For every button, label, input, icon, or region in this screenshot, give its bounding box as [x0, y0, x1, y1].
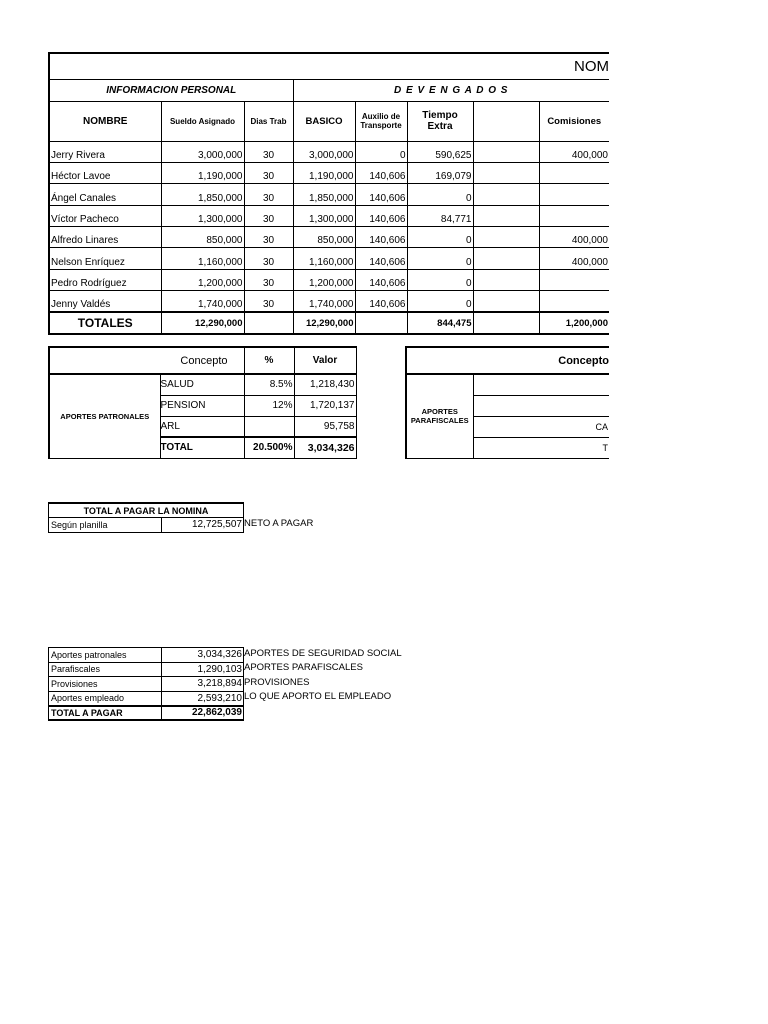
resumen-value: 1,290,103	[162, 662, 244, 677]
cell-blank	[473, 205, 539, 226]
resumen-note: APORTES DE SEGURIDAD SOCIAL	[244, 648, 402, 659]
totals-sueldo: 12,290,000	[161, 312, 244, 334]
header-comisiones: Comisiones	[539, 101, 609, 141]
parafiscales-table	[405, 346, 609, 459]
resumen-note: PROVISIONES	[244, 677, 310, 688]
aporte-pct: 8.5%	[244, 374, 294, 395]
parafiscal-cell	[473, 374, 609, 395]
planilla-value: 12,725,507	[162, 518, 244, 533]
cell-basico: 1,740,000	[293, 291, 355, 312]
cell-auxilio: 140,606	[355, 184, 407, 205]
aporte-valor: 1,720,137	[294, 395, 356, 416]
resumen-label: Aportes empleado	[49, 691, 162, 706]
cell-auxilio: 140,606	[355, 291, 407, 312]
header-pct: %	[244, 347, 294, 374]
cell-auxilio: 140,606	[355, 162, 407, 183]
cell-tiempo: 169,079	[407, 162, 473, 183]
cell-auxilio: 140,606	[355, 248, 407, 269]
total-nomina-table	[48, 502, 244, 533]
section-devengados: D E V E N G A D O S	[293, 79, 609, 101]
resumen-row	[49, 662, 244, 677]
header-tiempo: Tiempo Extra	[407, 101, 473, 141]
resumen-row	[49, 648, 244, 663]
header-dias: Dias Trab	[244, 101, 293, 141]
cell-blank	[473, 291, 539, 312]
cell-comisiones	[539, 162, 609, 183]
cell-dias: 30	[244, 227, 293, 248]
table-row	[49, 162, 609, 183]
cell-basico: 850,000	[293, 227, 355, 248]
cell-tiempo: 0	[407, 291, 473, 312]
cell-dias: 30	[244, 291, 293, 312]
totals-tiempo: 844,475	[407, 312, 473, 334]
cell-comisiones	[539, 269, 609, 290]
totals-blank	[473, 312, 539, 334]
cell-nombre: Alfredo Linares	[49, 227, 161, 248]
cell-dias: 30	[244, 248, 293, 269]
cell-nombre: Víctor Pacheco	[49, 205, 161, 226]
cell-sueldo: 1,200,000	[161, 269, 244, 290]
cell-tiempo: 0	[407, 184, 473, 205]
cell-comisiones: 400,000	[539, 227, 609, 248]
cell-auxilio: 140,606	[355, 227, 407, 248]
cell-blank	[473, 162, 539, 183]
cell-nombre: Jerry Rivera	[49, 141, 161, 162]
cell-dias: 30	[244, 269, 293, 290]
cell-tiempo: 0	[407, 227, 473, 248]
cell-comisiones	[539, 184, 609, 205]
totals-row	[49, 312, 609, 334]
header-concepto: Concepto	[406, 347, 609, 374]
cell-auxilio: 0	[355, 141, 407, 162]
cell-nombre: Pedro Rodríguez	[49, 269, 161, 290]
header-valor: Valor	[294, 347, 356, 374]
aporte-total-label: TOTAL	[160, 437, 244, 458]
cell-basico: 1,300,000	[293, 205, 355, 226]
group-label: APORTES PATRONALES	[49, 374, 160, 458]
cell-blank	[473, 184, 539, 205]
resumen-note: LO QUE APORTO EL EMPLEADO	[244, 691, 392, 702]
cell-basico: 1,160,000	[293, 248, 355, 269]
cell-blank	[473, 248, 539, 269]
aporte-valor: 95,758	[294, 416, 356, 437]
cell-tiempo: 0	[407, 269, 473, 290]
cell-blank	[473, 227, 539, 248]
cell-tiempo: 84,771	[407, 205, 473, 226]
payroll-table	[48, 52, 609, 335]
parafiscal-cell: T	[473, 437, 609, 458]
resumen-row	[49, 691, 244, 706]
table-row	[49, 248, 609, 269]
resumen-label: Aportes patronales	[49, 648, 162, 663]
sheet-title: NOM	[49, 53, 609, 79]
parafiscal-row	[406, 374, 609, 395]
cell-basico: 1,200,000	[293, 269, 355, 290]
cell-tiempo: 0	[407, 248, 473, 269]
aporte-pct: 12%	[244, 395, 294, 416]
cell-comisiones: 400,000	[539, 248, 609, 269]
resumen-label: Provisiones	[49, 677, 162, 692]
cell-sueldo: 1,300,000	[161, 205, 244, 226]
cell-sueldo: 3,000,000	[161, 141, 244, 162]
cell-basico: 3,000,000	[293, 141, 355, 162]
table-row	[49, 184, 609, 205]
header-concepto: Concepto	[49, 347, 244, 374]
cell-sueldo: 1,190,000	[161, 162, 244, 183]
cell-blank	[473, 269, 539, 290]
resumen-note: APORTES PARAFISCALES	[244, 662, 363, 673]
cell-comisiones	[539, 205, 609, 226]
table-row	[49, 227, 609, 248]
aporte-concepto: SALUD	[160, 374, 244, 395]
totals-label: TOTALES	[49, 312, 161, 334]
aporte-total-valor: 3,034,326	[294, 437, 356, 458]
cell-nombre: Nelson Enríquez	[49, 248, 161, 269]
resumen-total-row	[49, 706, 244, 721]
cell-nombre: Ángel Canales	[49, 184, 161, 205]
resumen-total-label: TOTAL A PAGAR	[49, 706, 162, 721]
aporte-concepto: PENSION	[160, 395, 244, 416]
header-blank	[473, 101, 539, 141]
aporte-row	[49, 374, 356, 395]
table-row	[49, 141, 609, 162]
table-row	[49, 269, 609, 290]
resumen-value: 2,593,210	[162, 691, 244, 706]
cell-dias: 30	[244, 184, 293, 205]
total-nomina-header: TOTAL A PAGAR LA NOMINA	[49, 503, 244, 518]
cell-sueldo: 1,740,000	[161, 291, 244, 312]
totals-basico: 12,290,000	[293, 312, 355, 334]
aporte-valor: 1,218,430	[294, 374, 356, 395]
cell-comisiones	[539, 291, 609, 312]
header-auxilio: Auxilio de Transporte	[355, 101, 407, 141]
aportes-patronales-table	[48, 346, 357, 459]
aporte-pct	[244, 416, 294, 437]
totals-comisiones: 1,200,000	[539, 312, 609, 334]
cell-basico: 1,190,000	[293, 162, 355, 183]
totals-auxilio	[355, 312, 407, 334]
header-sueldo: Sueldo Asignado	[161, 101, 244, 141]
cell-nombre: Jenny Valdés	[49, 291, 161, 312]
header-basico: BASICO	[293, 101, 355, 141]
resumen-value: 3,034,326	[162, 648, 244, 663]
resumen-table	[48, 647, 244, 721]
cell-dias: 30	[244, 141, 293, 162]
cell-sueldo: 1,850,000	[161, 184, 244, 205]
cell-sueldo: 850,000	[161, 227, 244, 248]
totals-dias	[244, 312, 293, 334]
table-row	[49, 291, 609, 312]
cell-auxilio: 140,606	[355, 269, 407, 290]
resumen-value: 3,218,894	[162, 677, 244, 692]
cell-nombre: Héctor Lavoe	[49, 162, 161, 183]
table-row	[49, 205, 609, 226]
resumen-label: Parafiscales	[49, 662, 162, 677]
cell-dias: 30	[244, 205, 293, 226]
planilla-label: Según planilla	[49, 518, 162, 533]
header-nombre: NOMBRE	[49, 101, 161, 141]
aporte-concepto: ARL	[160, 416, 244, 437]
neto-note: NETO A PAGAR	[244, 518, 314, 529]
section-personal: INFORMACION PERSONAL	[49, 79, 293, 101]
parafiscal-cell: CA	[473, 416, 609, 437]
group-label: APORTES PARAFISCALES	[406, 374, 473, 458]
cell-auxilio: 140,606	[355, 205, 407, 226]
cell-dias: 30	[244, 162, 293, 183]
cell-blank	[473, 141, 539, 162]
cell-comisiones: 400,000	[539, 141, 609, 162]
aporte-total-pct: 20.500%	[244, 437, 294, 458]
parafiscal-cell	[473, 395, 609, 416]
resumen-row	[49, 677, 244, 692]
cell-basico: 1,850,000	[293, 184, 355, 205]
cell-sueldo: 1,160,000	[161, 248, 244, 269]
cell-tiempo: 590,625	[407, 141, 473, 162]
resumen-total-value: 22,862,039	[162, 706, 244, 721]
